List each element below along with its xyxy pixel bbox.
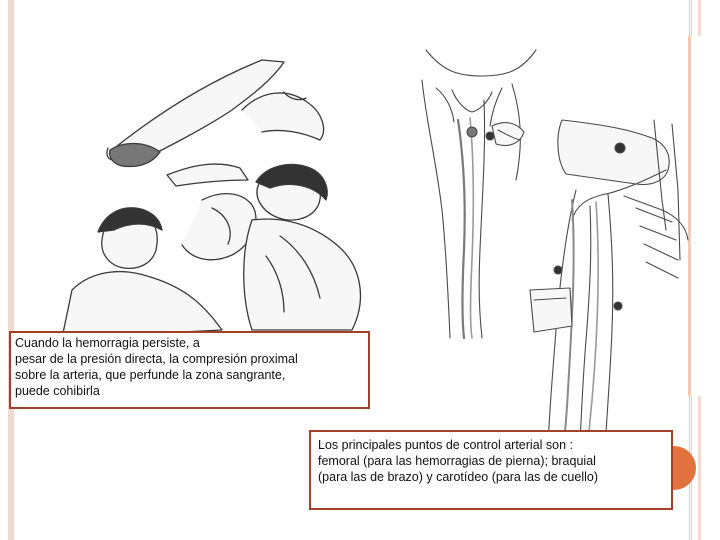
compression-caption-line: pesar de la presión directa, la compresión proximal <box>15 352 298 366</box>
control-points-caption <box>309 430 673 510</box>
left-frame-border <box>8 0 14 540</box>
compression-illustration-icon <box>52 40 372 340</box>
compression-caption-line: Cuando la hemorragia persiste, a <box>15 336 200 350</box>
compression-caption-line: sobre la arteria, que perfunde la zona sangrante, <box>15 368 286 382</box>
control-points-caption-line: (para las de brazo) y carotídeo (para las de cuello) <box>318 470 599 484</box>
control-points-caption-line: Los principales puntos de control arterial son : <box>318 438 574 452</box>
compression-caption <box>9 331 370 409</box>
control-points-caption-line: femoral (para las hemorragias de pierna); braquial <box>318 454 596 468</box>
compression-caption-line: puede cohibirla <box>15 384 100 398</box>
